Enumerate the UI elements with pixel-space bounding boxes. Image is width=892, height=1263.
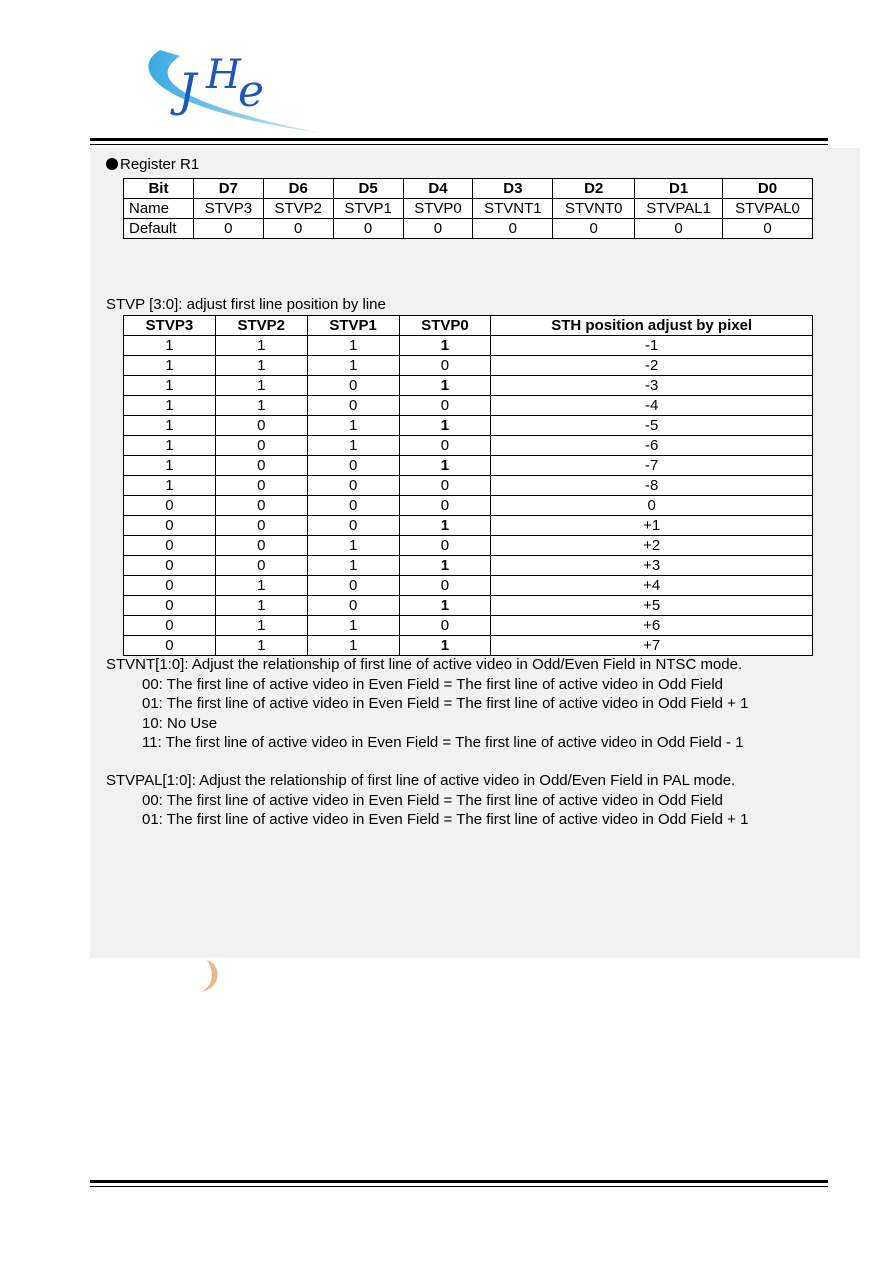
table-cell: 1 (307, 356, 399, 376)
table-cell: 1 (399, 336, 491, 356)
table-cell: 0 (333, 219, 403, 239)
table-cell: 0 (473, 219, 553, 239)
table-row (124, 436, 813, 456)
table-row (124, 356, 813, 376)
table-cell: 0 (635, 219, 723, 239)
table-cell: 0 (307, 516, 399, 536)
table-cell: 1 (124, 376, 216, 396)
table-row (124, 199, 813, 219)
header-cell: D3 (473, 179, 553, 199)
table-cell: 0 (124, 496, 216, 516)
table-cell: Name (124, 199, 194, 219)
svg-text:H: H (206, 52, 241, 98)
header-cell: STVP2 (215, 316, 307, 336)
header-cell: D0 (723, 179, 813, 199)
table-cell: 0 (124, 636, 216, 656)
table-cell: 0 (307, 576, 399, 596)
table-cell: 0 (215, 456, 307, 476)
table-cell: 0 (403, 219, 473, 239)
table-row (124, 336, 813, 356)
table-cell: 1 (399, 556, 491, 576)
header-cell: D4 (403, 179, 473, 199)
table-cell: 1 (124, 436, 216, 456)
table-cell: -8 (491, 476, 813, 496)
table-cell: 1 (307, 536, 399, 556)
header-cell: D2 (553, 179, 635, 199)
table-cell: 0 (307, 596, 399, 616)
table-cell: 1 (124, 456, 216, 476)
table-cell: 0 (215, 556, 307, 576)
svg-text:J: J (178, 63, 197, 117)
table-cell: 0 (399, 496, 491, 516)
table-cell: 0 (307, 496, 399, 516)
header-cell: Bit (124, 179, 194, 199)
table-cell: 0 (307, 476, 399, 496)
table-cell: 1 (399, 376, 491, 396)
table-cell: STVPAL0 (723, 199, 813, 219)
table-cell: 0 (124, 516, 216, 536)
svg-text:e: e (238, 66, 265, 117)
table-cell: +7 (491, 636, 813, 656)
header-cell: STVP3 (124, 316, 216, 336)
table-row (124, 576, 813, 596)
table-row (124, 396, 813, 416)
table-cell: 0 (491, 496, 813, 516)
table-cell: 0 (399, 536, 491, 556)
header-cell: D6 (263, 179, 333, 199)
table-cell: 0 (215, 496, 307, 516)
table-cell: STVNT1 (473, 199, 553, 219)
register-heading (106, 156, 199, 174)
stvp-header-row (124, 316, 813, 336)
table-row (124, 376, 813, 396)
table-cell: 0 (399, 476, 491, 496)
table-cell: 0 (399, 356, 491, 376)
table-cell: +6 (491, 616, 813, 636)
list-item: 00: The first line of active video in Even Field = The first line of active video in Odd Field (142, 791, 723, 809)
table-cell: 1 (215, 576, 307, 596)
table-cell: 1 (215, 356, 307, 376)
table-cell: 1 (399, 456, 491, 476)
table-row (124, 516, 813, 536)
table-cell: 1 (124, 416, 216, 436)
stvp-table (123, 315, 813, 656)
table-cell: 1 (307, 636, 399, 656)
table-cell: +1 (491, 516, 813, 536)
jhe-logo (140, 38, 340, 138)
table-cell: STVP0 (403, 199, 473, 219)
header-cell: STVP0 (399, 316, 491, 336)
stvnt-title: STVNT[1:0]: Adjust the relationship of first line of active video in Odd/Even Field in NTSC mode. (106, 656, 743, 673)
table-cell: 1 (399, 416, 491, 436)
header-rule-thin (90, 144, 828, 145)
table-cell: 0 (124, 536, 216, 556)
table-cell: 0 (193, 219, 263, 239)
list-item: 01: The first line of active video in Even Field = The first line of active video in Odd Field + 1 (142, 695, 749, 712)
register-title: Register R1 (120, 156, 200, 173)
table-cell: +4 (491, 576, 813, 596)
table-cell: 1 (215, 596, 307, 616)
table-cell: +3 (491, 556, 813, 576)
table-cell: 1 (307, 416, 399, 436)
table-cell: 1 (124, 356, 216, 376)
bullet-icon (106, 158, 118, 170)
table-row (124, 416, 813, 436)
table-cell: 1 (307, 336, 399, 356)
table-cell: 1 (399, 516, 491, 536)
table-cell: 0 (215, 476, 307, 496)
footer-rule (90, 1180, 828, 1183)
table-cell: 0 (124, 576, 216, 596)
table-cell: 0 (307, 396, 399, 416)
table-cell: STVP2 (263, 199, 333, 219)
table-cell: -3 (491, 376, 813, 396)
table-cell: 0 (399, 436, 491, 456)
table-cell: -6 (491, 436, 813, 456)
list-item: 01: The first line of active video in Even Field = The first line of active video in Odd Field + 1 (142, 811, 749, 828)
stvp-heading: STVP [3:0]: adjust first line position by line (106, 296, 386, 313)
table-cell: 0 (215, 536, 307, 556)
table-cell: 1 (399, 596, 491, 616)
footer-rule-thin (90, 1186, 828, 1187)
table-cell: 1 (215, 396, 307, 416)
table-cell: 0 (215, 416, 307, 436)
table-cell: 0 (399, 396, 491, 416)
table-cell: -5 (491, 416, 813, 436)
table-cell: -2 (491, 356, 813, 376)
table-cell: 0 (215, 516, 307, 536)
table-cell: -4 (491, 396, 813, 416)
table-cell: 1 (215, 636, 307, 656)
table-cell: 0 (263, 219, 333, 239)
table-row (124, 496, 813, 516)
table-cell: 1 (307, 436, 399, 456)
table-cell: 1 (215, 616, 307, 636)
table-row (124, 476, 813, 496)
swirl-icon (193, 958, 223, 994)
table-cell: 0 (215, 436, 307, 456)
table-cell: STVPAL1 (635, 199, 723, 219)
table-row (124, 536, 813, 556)
table-cell: STVP1 (333, 199, 403, 219)
table-cell: 0 (124, 556, 216, 576)
table-cell: STVP3 (193, 199, 263, 219)
table-row (124, 556, 813, 576)
table-row (124, 219, 813, 239)
table-row (124, 456, 813, 476)
table-cell: 0 (124, 596, 216, 616)
list-item: 00: The first line of active video in Even Field = The first line of active video in Odd Field (142, 675, 723, 693)
table-cell: +5 (491, 596, 813, 616)
table-cell: 0 (399, 576, 491, 596)
table-cell: 0 (723, 219, 813, 239)
table-cell: STVNT0 (553, 199, 635, 219)
table-cell: 1 (124, 396, 216, 416)
table-row (124, 596, 813, 616)
table-cell: -7 (491, 456, 813, 476)
table-cell: 1 (215, 336, 307, 356)
header-cell: STVP1 (307, 316, 399, 336)
header-cell: D7 (193, 179, 263, 199)
header-cell: D5 (333, 179, 403, 199)
table-cell: +2 (491, 536, 813, 556)
list-item: 11: The first line of active video in Even Field = The first line of active video in Odd Field - 1 (142, 734, 744, 751)
header-cell: STH position adjust by pixel (491, 316, 813, 336)
table-row (124, 616, 813, 636)
stvp-table-body (124, 336, 813, 656)
table-cell: 0 (553, 219, 635, 239)
table-cell: 0 (307, 376, 399, 396)
register-header-row (124, 179, 813, 199)
table-cell: 1 (307, 556, 399, 576)
table-cell: 0 (399, 616, 491, 636)
table-row (124, 636, 813, 656)
table-cell: 1 (307, 616, 399, 636)
table-cell: 1 (124, 336, 216, 356)
table-cell: 1 (124, 476, 216, 496)
table-cell: Default (124, 219, 194, 239)
table-cell: 0 (307, 456, 399, 476)
header-cell: D1 (635, 179, 723, 199)
table-cell: 1 (215, 376, 307, 396)
stvnt-description (106, 655, 748, 753)
stvpal-description (106, 771, 748, 830)
table-cell: 1 (399, 636, 491, 656)
table-cell: 0 (124, 616, 216, 636)
register-table (123, 178, 813, 239)
header-rule (90, 138, 828, 141)
table-cell: -1 (491, 336, 813, 356)
list-item: 10: No Use (142, 714, 218, 732)
stvpal-title: STVPAL[1:0]: Adjust the relationship of first line of active video in Odd/Even Field in PAL mode. (106, 772, 736, 789)
